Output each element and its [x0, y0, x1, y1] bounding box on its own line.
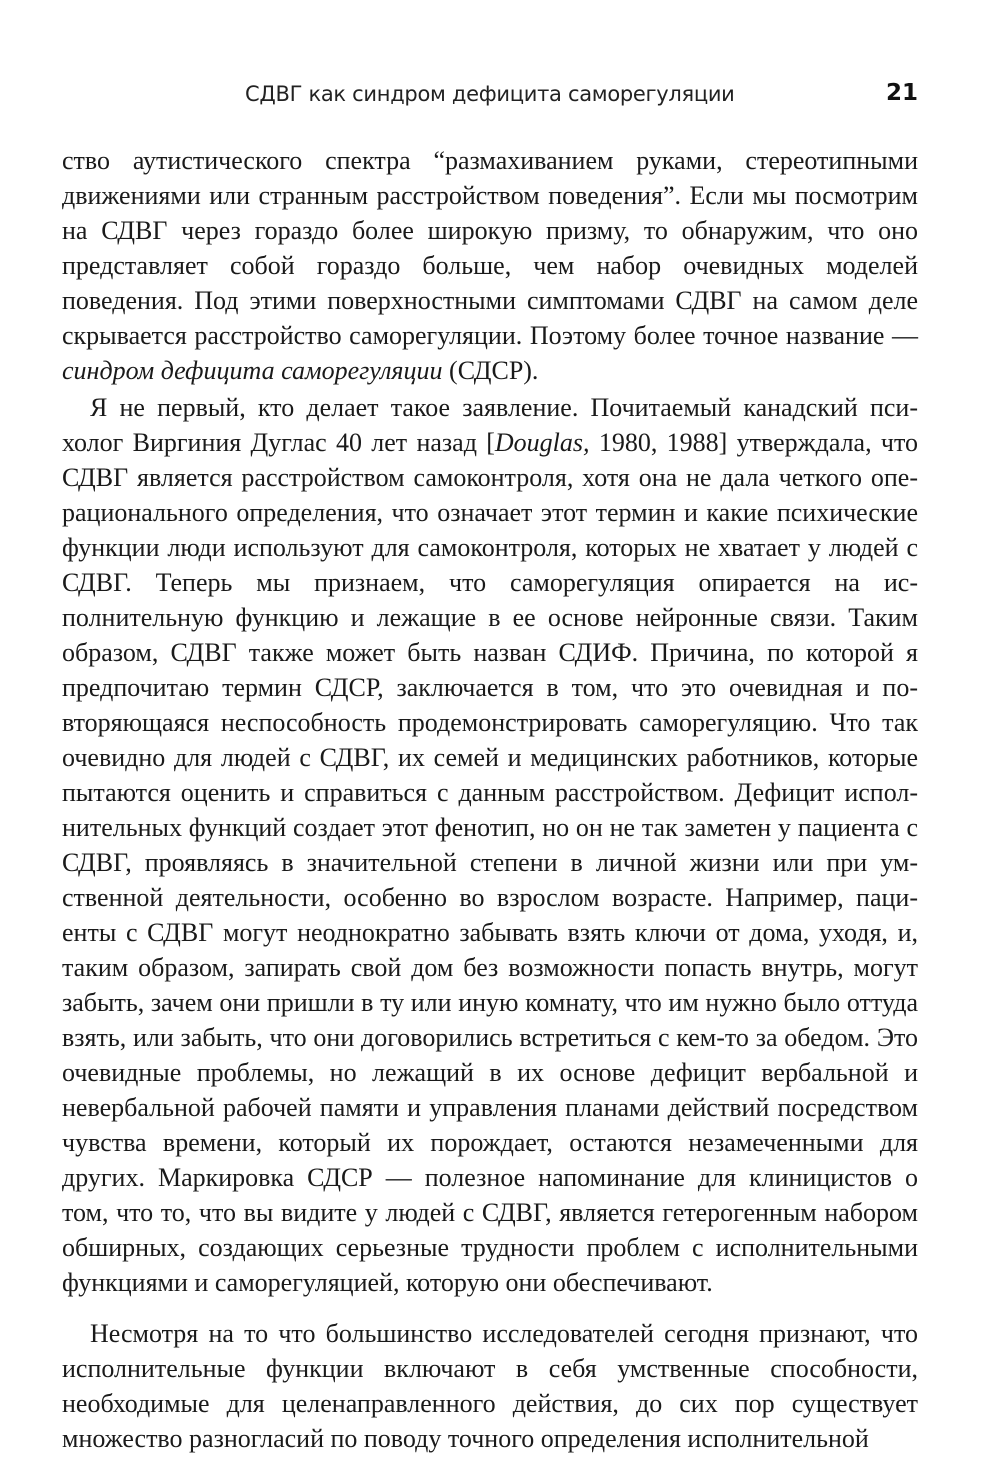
paragraph-2-emphasis: Douglas, [494, 428, 590, 457]
paragraph-1-emphasis: синдром дефицита саморегуляции [62, 356, 443, 385]
paragraph-2-text-before: Я не первый, кто делает такое заявление. Почитаемый канадский психолог Виргиния Дуглас 40 лет назад [ [62, 393, 918, 457]
paragraph-1 [62, 143, 918, 388]
paragraph-3-text: Несмотря на то что большинство исследователей сегодня признают, что исполнительные функции включают в себя умственные способности, необходимые для целенаправленного действия, до сих пор существует множество разногласий по поводу точного определения исполнительной [62, 1319, 918, 1453]
paragraph-1-text-before: ство аутистического спектра “размахиванием руками, стереотипными движениями или странным расстройством поведения”. Если мы посмотрим на СДВГ через гораздо более широкую призму, то обнаружим, что оно представляет собой гораздо больше, чем набор очевидных моделей поведения. Под этими поверхностными симптомами СДВГ на самом деле скрывается расстройство саморегуляции. Поэтому более точное название — [62, 146, 918, 350]
page-number: 21 [885, 80, 918, 106]
paragraph-1-text-after: (СДСР). [442, 356, 539, 385]
running-title: СДВГ как синдром дефицита саморегуляции [245, 82, 735, 106]
paragraph-3 [62, 1316, 918, 1456]
paragraph-2-text-after: 1980, 1988] утверждала, что СДВГ является расстройством самоконтроля, хотя она не дала четкого операционального определения, что означает этот термин и какие психические функции люди используют для самоконтроля, которых не хватает у людей с СДВГ. Теперь мы признаем, что саморегуляция опирается на исполнительную функцию и лежащие в ее основе нейронные связи. Таким образом, СДВГ также может быть назван СДИФ. Причина, по которой я предпочитаю термин СДСР, заключается в том, что это очевидная и повторяющаяся неспособность продемонстрировать саморегуляцию. Что так очевидно для людей с СДВГ, их семей и медицинских работников, которые пытаются оценить и справиться с данным расстройством. Дефицит исполнительных функций создает этот фенотип, но он не так заметен у пациента с СДВГ, проявляясь в значительной степени в личной жизни или при умственной деятельности, особенно во взрослом возрасте. Например, пациенты с СДВГ могут неоднократно забывать взять ключи от дома, уходя, и, таким образом, запирать свой дом без возможности попасть внутрь, могут забыть, зачем они пришли в ту или иную комнату, что им нужно было оттуда взять, или забыть, что они договорились встретиться с кем-то за обедом. Это очевидные проблемы, но лежащий в их основе дефицит вербальной и невербальной рабочей памяти и управления планами действий посредством чувства времени, который их порождает, остаются незамеченными для других. Маркировка СДСР — полезное напоминание для клиницистов о том, что то, что вы видите у людей с СДВГ, является гетерогенным набором обширных, создающих серьезные трудности проблем с исполнительными функциями и саморегуляцией, которую они обеспечивают. [62, 428, 918, 1297]
paragraph-2 [62, 390, 918, 1300]
running-head [62, 82, 918, 118]
body-text [62, 143, 918, 1456]
